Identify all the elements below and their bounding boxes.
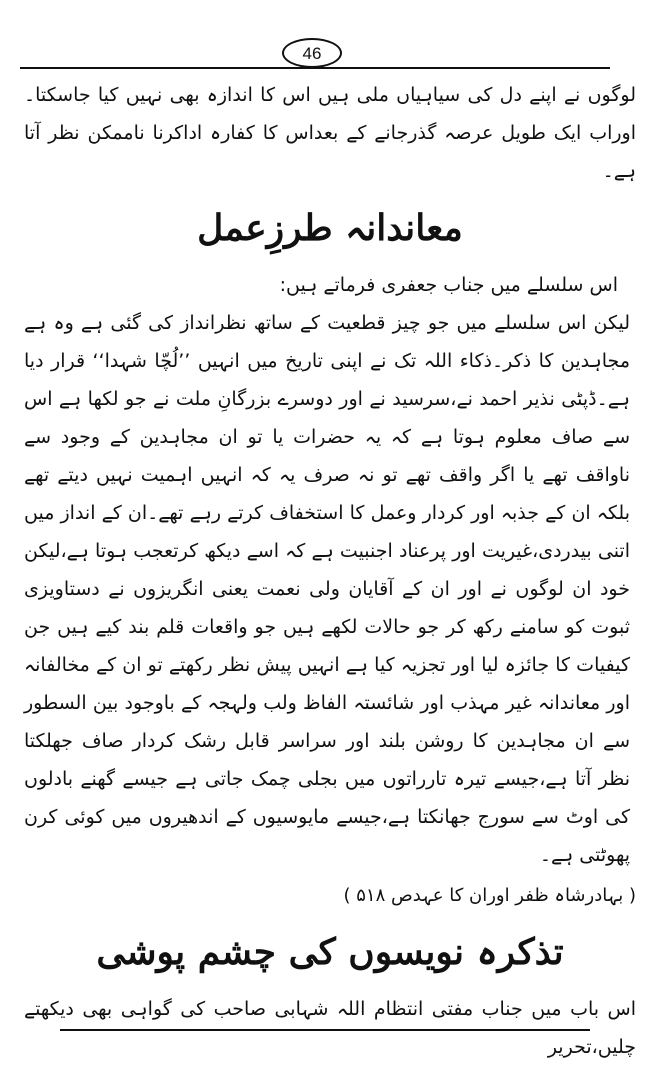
section-heading-biographers: تذکرہ نویسوں کی چشم پوشی <box>96 931 564 973</box>
opening-paragraph: لوگوں نے اپنے دل کی سیاہیاں ملی ہیں اس کا اندازہ بھی نہیں کیا جاسکتا۔اوراب ایک طویل عرصہ گذرجانے کے بعداس کا کفارہ اداکرنا ناممکن نظر آتا ہے۔ <box>24 84 636 182</box>
quote-intro: اس سلسلے میں جناب جعفری فرماتے ہیں: <box>279 274 618 296</box>
closing-line: اس باب میں جناب مفتی انتظام اللہ شہابی صاحب کی گواہی بھی دیکھتے چلیں،تحریر <box>24 998 636 1058</box>
page-number: 46 <box>282 38 342 68</box>
citation: ( بہادرشاہ ظفر اوران کا عہدص ۵۱۸ ) <box>343 885 636 906</box>
bottom-rule <box>60 1029 590 1031</box>
page-content <box>24 76 636 1058</box>
block-quote: لیکن اس سلسلے میں جو چیز قطعیت کے ساتھ نظرانداز کی گئی ہے وہ ہے مجاہدین کا ذکر۔ذکاء اللہ تک نے اپنی تاریخ میں انہیں ’’لُچّا شہدا‘‘ قرار دیا ہے۔ڈپٹی نذیر احمد نے،سرسید نے اور دوسرے بزرگانِ ملت نے جو لکھا ہے اس سے صاف معلوم ہوتا ہے کہ یہ حضرات یا تو ان مجاہدین کے وجود سے ناواقف تھے یا اگر واقف تھے تو نہ صرف یہ کہ انہیں اہمیت نہیں دیتے تھے بلکہ ان کے جذبہ اور کردار وعمل کا استخفاف کرتے رہے تھے۔ان کے انداز میں اتنی بیدردی،غیریت اور پرعناد اجنبیت ہے کہ اسے دیکھ کرتعجب ہوتا ہے،لیکن خود ان لوگوں نے اور ان کے آقایان ولی نعمت یعنی انگریزوں نے دستاویزی ثبوت کو سامنے رکھ کر جو حالات لکھے ہیں جو واقعات قلم بند کیے ہیں جن کیفیات کا جائزہ لیا اور تجزیہ کیا ہے انہیں پیش نظر رکھتے تو ان کے مخالفانہ اور معاندانہ غیر مہذب اور شائستہ الفاظ ولب ولہجہ کے باوجود بین السطور سے ان مجاہدین کا روشن بلند اور سراسر قابل رشک کردار صاف جھلکتا نظر آتا ہے،جیسے تیرہ تارراتوں میں بجلی چمک جاتی ہے جیسے گھنے بادلوں کی اوٹ سے سورج جھانکتا ہے،جیسے مایوسیوں کے اندھیروں میں کوئی کرن پھوٹتی ہے۔ <box>24 312 630 866</box>
section-heading-hostile-attitude: معاندانہ طرزِعمل <box>197 207 463 249</box>
